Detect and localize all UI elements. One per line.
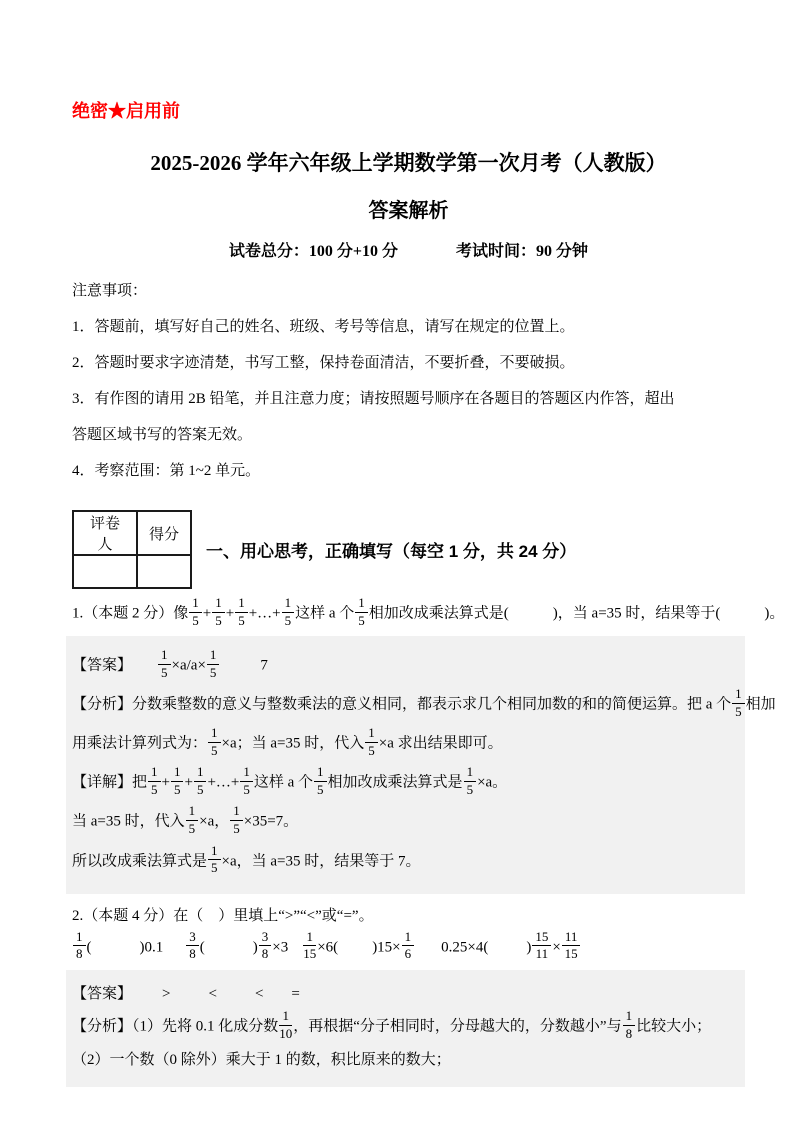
fraction: $\frac{1}{5}$ [314, 765, 327, 797]
notice-item-2: 2．答题时要求字迹清楚，书写工整，保持卷面清洁，不要折叠，不要破损。 [72, 355, 575, 371]
grader-section [72, 510, 745, 589]
notice-item-4: 4．考察范围：第 1~2 单元。 [72, 463, 261, 479]
fraction: $\frac{1}{5}$ [240, 765, 253, 797]
fraction: $\frac{1}{5}$ [148, 765, 161, 797]
q1-detail-line-1: 【详解】把 $\frac{1}{5}$ + $\frac{1}{5}$ + $\frac{1}{5}$ +…+ $\frac{1}{5}$ 这样 a 个 $\frac{1}{5}$ 相加改成乘法算式是 $\frac{1}{5}$ ×a。 [72, 764, 508, 797]
notice-item-3: 3．有作图的请用 2B 铅笔，并且注意力度；请按照题号顺序在各题目的答题区内作答，超出 [72, 391, 675, 407]
question-1-stem: 1.（本题 2 分）像 $\frac{1}{5}$ + $\frac{1}{5}$ + $\frac{1}{5}$ +…+ $\frac{1}{5}$ 这样 a 个 $\frac{1}{5}$ 相加改成乘法算式是( )，当 a=35 时，结果等于( )。 [72, 595, 785, 628]
q1-answer-line: 【答案】 $\frac{1}{5}$ ×a/a× $\frac{1}{5}$ 7 [72, 647, 268, 680]
q2-analysis-line-1: 【分析】（1）先将 0.1 化成分数 $\frac{1}{10}$ ，再根据“分子相同时，分母越大的，分数越小”与 $\frac{1}{8}$ 比较大小； [72, 1008, 712, 1041]
exam-info-line [72, 238, 745, 261]
notice-heading: 注意事项： [72, 283, 148, 299]
fraction: $\frac{11}{15}$ [562, 930, 581, 962]
question-2-stem: 2.（本题 4 分）在（ ）里填上“>”“<”或“=”。 [72, 907, 374, 924]
q1-analysis-line-1: 【分析】分数乘整数的意义与整数乘法的意义相同，都表示求几个相同加数的和的简便运算。把 a 个 $\frac{1}{5}$ 相加 [72, 686, 776, 719]
q2-analysis-line-2: （2）一个数（0 除外）乘大于 1 的数，积比原来的数大； [72, 1052, 451, 1069]
section-1-heading: 一、用心思考，正确填写（每空 1 分，共 24 分） [206, 542, 577, 561]
fraction: $\frac{1}{5}$ [189, 596, 202, 628]
question-2-answer-block [66, 970, 745, 1087]
score-header-cell: 得分 [137, 511, 191, 555]
fraction: $\frac{1}{15}$ [303, 928, 317, 962]
classification-banner: 绝密★启用前 [72, 101, 180, 121]
fraction: $\frac{1}{5}$ [230, 804, 243, 836]
total-score-label: 试卷总分：100 分+10 分 [228, 243, 399, 260]
q1-detail-line-2: 当 a=35 时，代入 $\frac{1}{5}$ ×a， $\frac{1}{5}$ ×35=7。 [72, 803, 299, 837]
notice-item-3-continued: 答题区域书写的答案无效。 [72, 427, 253, 443]
question-2-expressions: $\frac{1}{8}$ ( )0.1 $\frac{3}{8}$ ( ) $\frac{3}{8}$ ×3 $\frac{1}{15}$ ×6( )15× $\frac{1}{6}$ 0.25×4( ) $\frac{15}{11}$ × $\frac{11}{15}$ [72, 932, 745, 964]
fraction: $\frac{1}{5}$ [732, 687, 745, 719]
fraction: $\frac{1}{5}$ [186, 804, 199, 836]
question-1-answer-block [66, 636, 776, 894]
grader-blank-cell [73, 555, 137, 588]
document-subtitle: 答案解析 [368, 200, 449, 222]
fraction: $\frac{15}{11}$ [532, 930, 551, 962]
grader-score-table [72, 510, 192, 589]
fraction: $\frac{1}{5}$ [355, 596, 368, 628]
fraction: $\frac{1}{5}$ [208, 726, 221, 758]
fraction: $\frac{1}{5}$ [235, 596, 248, 628]
fraction: $\frac{1}{5}$ [464, 765, 477, 797]
score-blank-cell [137, 555, 191, 588]
fraction: $\frac{1}{5}$ [365, 726, 378, 758]
q1-detail-line-3: 所以改成乘法算式是 $\frac{1}{5}$ ×a，当 a=35 时，结果等于 7。 [72, 842, 421, 876]
fraction: $\frac{1}{5}$ [194, 765, 207, 797]
fraction: $\frac{3}{8}$ [259, 930, 272, 962]
document-title: 2025-2026 学年六年级上学期数学第一次月考（人教版） [150, 151, 667, 175]
exam-time-label: 考试时间：90 分钟 [456, 243, 589, 260]
notice-item-1: 1．答题前，填写好自己的姓名、班级、考号等信息，请写在规定的位置上。 [72, 319, 575, 335]
fraction: $\frac{1}{5}$ [212, 596, 225, 628]
fraction: $\frac{1}{5}$ [158, 648, 171, 680]
fraction: $\frac{1}{6}$ [402, 930, 415, 962]
fraction: $\frac{1}{5}$ [208, 844, 221, 876]
fraction: $\frac{1}{5}$ [171, 765, 184, 797]
fraction: $\frac{3}{8}$ [186, 930, 199, 962]
fraction: $\frac{1}{8}$ [623, 1009, 636, 1041]
fraction: $\frac{1}{8}$ [73, 930, 86, 962]
fraction: $\frac{1}{10}$ [279, 1008, 293, 1041]
q2-answer-line: 【答案】 > < < = [72, 986, 300, 1002]
grader-header-cell: 评卷人 [73, 511, 137, 555]
fraction: $\frac{1}{5}$ [207, 648, 220, 680]
q1-analysis-line-2: 用乘法计算列式为： $\frac{1}{5}$ ×a；当 a=35 时，代入 $\frac{1}{5}$ ×a 求出结果即可。 [72, 725, 503, 758]
fraction: $\frac{1}{5}$ [282, 596, 295, 628]
